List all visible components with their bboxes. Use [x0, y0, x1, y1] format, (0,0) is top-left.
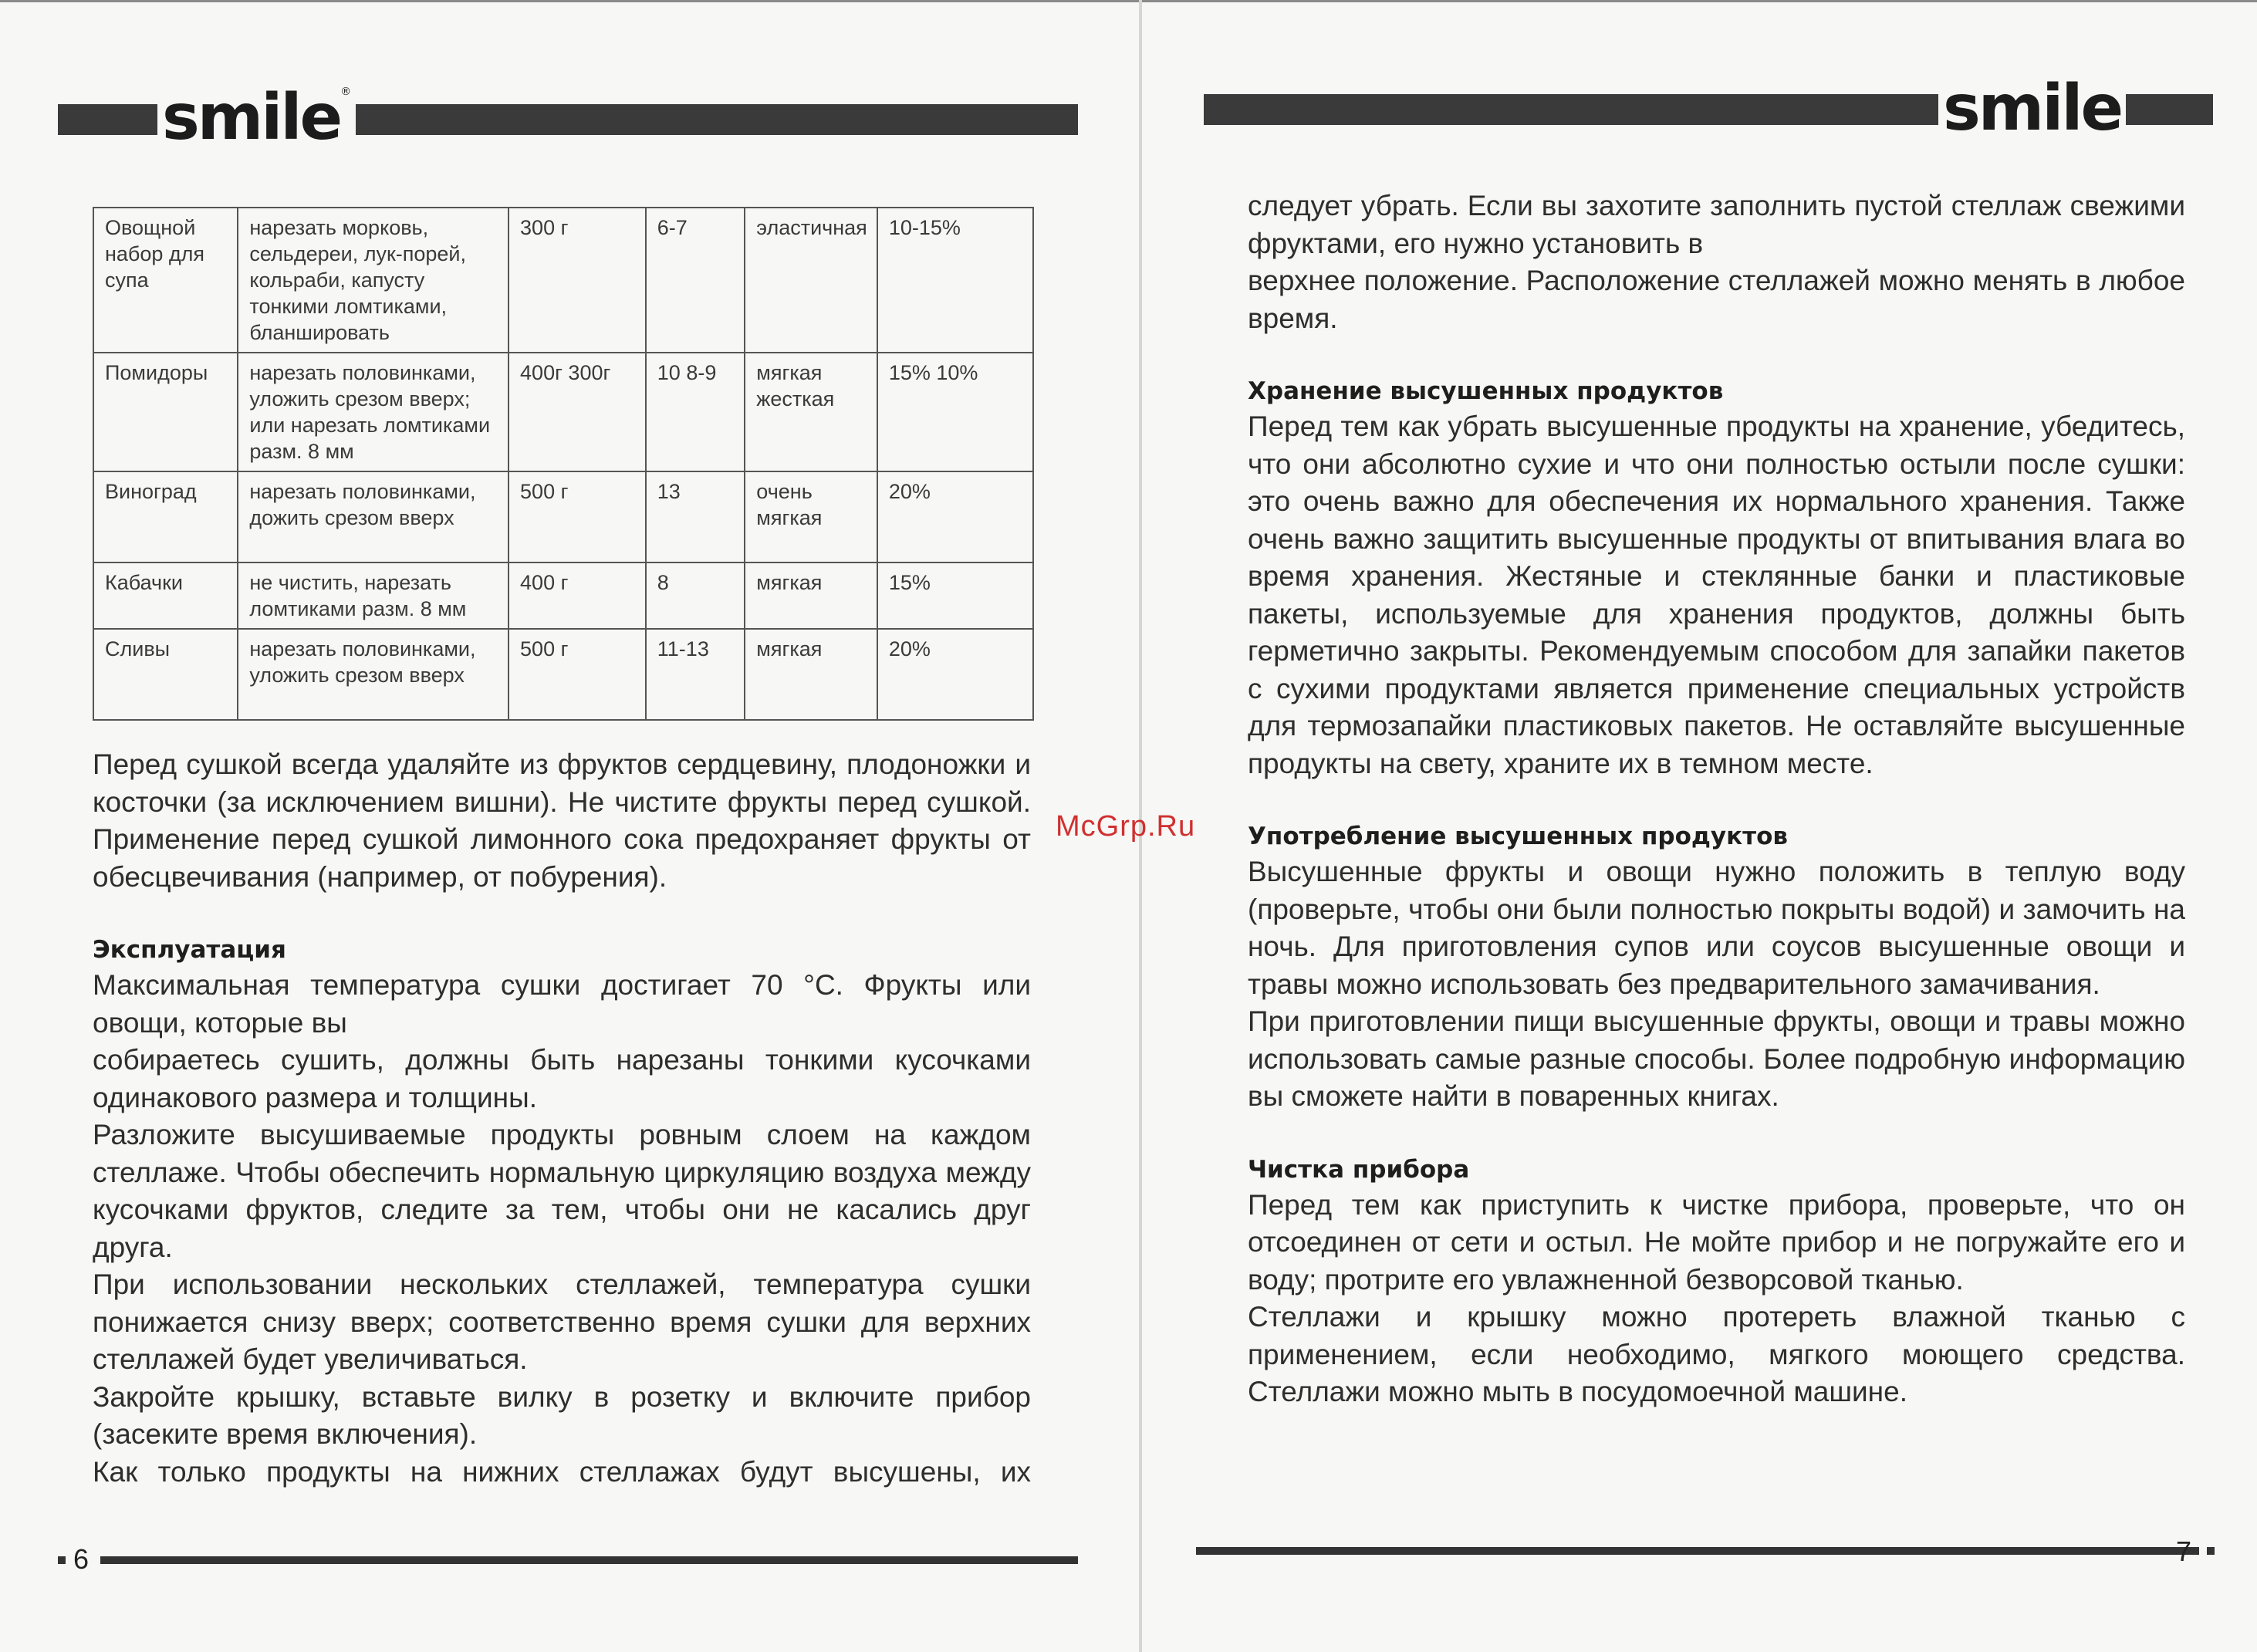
cell-preparation: нарезать половинками, уложить срезом вверх — [238, 629, 509, 720]
cell-time: 10 8-9 — [646, 353, 745, 471]
right-page — [1142, 0, 2257, 1652]
section-heading-cleaning: Чистка прибора — [1248, 1155, 1470, 1184]
brand-logo — [157, 81, 356, 154]
cell-preparation: нарезать половинками, уложить срезом вверх; или нарезать ломтиками разм. 8 мм — [238, 353, 509, 471]
cell-preparation: нарезать морковь, сельдереи, лук-порей, кольраби, капусту тонкими ломтиками, бланшировать — [238, 208, 509, 353]
continuation-paragraph-a: следует убрать. Если вы захотите заполнить пустой стеллаж свежими фруктами, его нужно установить в — [1248, 190, 2185, 259]
left-body-text — [93, 746, 1031, 1491]
logo-text: smile — [162, 81, 341, 154]
cell-product: Виноград — [93, 471, 238, 562]
continuation-paragraph-b: верхнее положение. Расположение стеллажей можно менять в любое время. — [1248, 265, 2185, 334]
brand-logo — [1938, 72, 2126, 145]
cell-product: Сливы — [93, 629, 238, 720]
cell-consistency: мягкая — [745, 562, 877, 629]
storage-paragraph: Перед тем как убрать высушенные продукты на хранение, убедитесь, что они абсолютно сухие и что они полностью остыли после сушки: это очень важно для обеспечения их нормального хранения. Также очень важно защитить высушенные продукты от впитывания влага во время хранения. Жестяные и стеклянные банки и пластиковые пакеты, используемые для хранения продуктов, должны быть герметично закрыты. Рекомендуемым способом для запайки пакетов с сухими продуктами является применение специальных устройств для термозапайки пластиковых пакетов. Не оставляйте высушенные продукты на свету, храните их в темном месте. — [1248, 410, 2185, 779]
footer-bar — [1196, 1547, 2199, 1555]
usage-paragraph-2: При приготовлении пищи высушенные фрукты, овощи и травы можно использовать самые разные способы. Более подробную информацию вы сможете найти в поваренных книгах. — [1248, 1005, 2185, 1112]
cell-consistency: очень мягкая — [745, 471, 877, 562]
cell-residual: 15% — [877, 562, 1033, 629]
cell-weight: 300 г — [509, 208, 646, 353]
cell-weight: 500 г — [509, 471, 646, 562]
drying-table — [93, 207, 1034, 721]
usage-paragraph-1: Высушенные фрукты и овощи нужно положить в теплую воду (проверьте, чтобы они были полностью покрыты водой) и замочить на ночь. Для приготовления супов или соусов высушенные овощи и травы можно использовать без предварительного замачивания. — [1248, 856, 2185, 1000]
table-row — [93, 208, 1033, 353]
cell-consistency: эластичная — [745, 208, 877, 353]
cleaning-paragraph-1: Перед тем как приступить к чистке прибора, проверьте, что он отсоединен от сети и остыл. Не мойте прибор и не погружайте его и воду; протрите его увлажненной безворсовой тканью. — [1248, 1188, 2185, 1296]
cell-time: 8 — [646, 562, 745, 629]
table-row — [93, 562, 1033, 629]
page-number: 7 — [2176, 1535, 2192, 1567]
cell-preparation: не чистить, нарезать ломтиками разм. 8 мм — [238, 562, 509, 629]
cell-weight: 500 г — [509, 629, 646, 720]
registered-mark: ® — [340, 86, 352, 98]
table-row — [93, 353, 1033, 471]
section-heading-storage: Хранение высушенных продуктов — [1248, 377, 1724, 405]
cell-weight: 400г 300г — [509, 353, 646, 471]
operation-paragraph-3: При использовании нескольких стеллажей, температура сушки понижается снизу вверх; соответственно время сушки для верхних стеллажей будет увеличиваться. — [93, 1269, 1031, 1375]
cell-residual: 15% 10% — [877, 353, 1033, 471]
cell-time: 6-7 — [646, 208, 745, 353]
logo-text: smile — [1943, 72, 2122, 145]
cleaning-paragraph-2: Стеллажи и крышку можно протереть влажной тканью с применением, если необходимо, мягкого моющего средства. Стеллажи можно мыть в посудомоечной машине. — [1248, 1301, 2185, 1407]
right-body-text — [1248, 187, 2185, 1411]
operation-paragraph-2: Разложите высушиваемые продукты ровным слоем на каждом стеллаже. Чтобы обеспечить нормальную циркуляцию воздуха между кусочками фруктов, следите за тем, чтобы они не касались друг друга. — [93, 1119, 1031, 1263]
operation-paragraph-5: Как только продукты на нижних стеллажах будут высушены, их — [93, 1455, 1031, 1488]
footer-square — [58, 1556, 66, 1564]
cell-consistency: мягкая — [745, 629, 877, 720]
operation-paragraph-1b: собираетесь сушить, должны быть нарезаны тонкими кусочками одинакового размера и толщины. — [93, 1044, 1031, 1113]
cell-time: 13 — [646, 471, 745, 562]
cell-product: Кабачки — [93, 562, 238, 629]
cell-weight: 400 г — [509, 562, 646, 629]
cell-consistency: мягкая жесткая — [745, 353, 877, 471]
cell-preparation: нарезать половинками, дожить срезом вверх — [238, 471, 509, 562]
page-number: 6 — [73, 1543, 90, 1575]
cell-product: Овощной набор для супа — [93, 208, 238, 353]
table-row — [93, 471, 1033, 562]
cell-time: 11-13 — [646, 629, 745, 720]
intro-paragraph: Перед сушкой всегда удаляйте из фруктов сердцевину, плодоножки и косточки (за исключением вишни). Не чистите фрукты перед сушкой. Применение перед сушкой лимонного сока предохраняет фрукты от обесцвечивания (например, от побурения). — [93, 748, 1031, 893]
section-heading-usage: Употребление высушенных продуктов — [1248, 823, 1789, 850]
footer-square — [2207, 1547, 2215, 1555]
cell-residual: 20% — [877, 629, 1033, 720]
cell-residual: 20% — [877, 471, 1033, 562]
table-row — [93, 629, 1033, 720]
section-heading-operation: Эксплуатация — [93, 936, 286, 964]
operation-paragraph-4: Закройте крышку, вставьте вилку в розетку и включите прибор (засеките время включения). — [93, 1380, 1031, 1450]
operation-paragraph-1a: Максимальная температура сушки достигает 70 °С. Фрукты или овощи, которые вы — [93, 969, 1031, 1039]
watermark-text: McGrp.Ru — [1056, 810, 1196, 843]
footer-bar — [100, 1556, 1078, 1564]
cell-product: Помидоры — [93, 353, 238, 471]
cell-residual: 10-15% — [877, 208, 1033, 353]
